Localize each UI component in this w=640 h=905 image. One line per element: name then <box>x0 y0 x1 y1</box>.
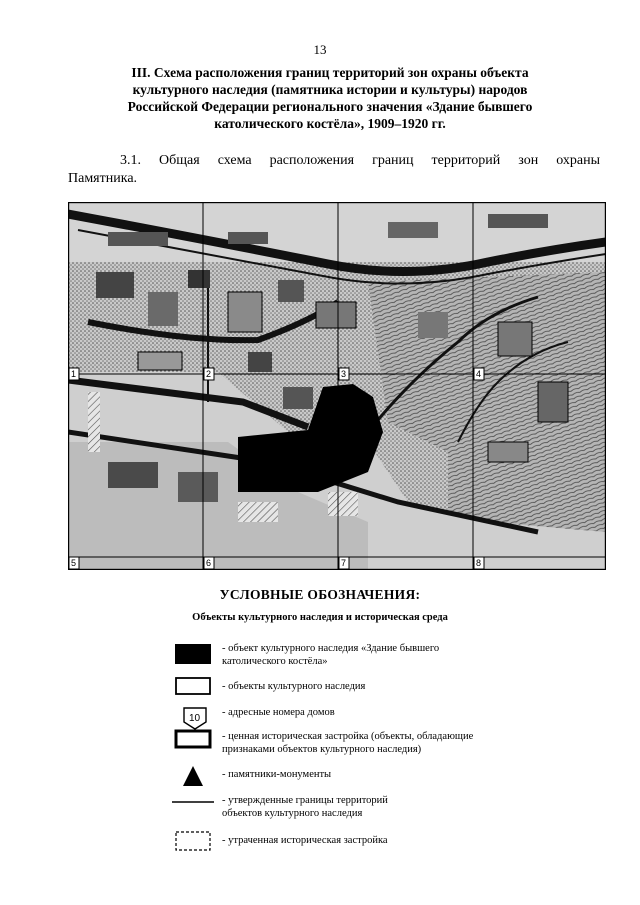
legend-item-valuable-buildings <box>0 728 640 768</box>
thick-outlined-rect-icon <box>172 728 216 760</box>
legend-item-text: - объекты культурного наследия <box>222 681 366 692</box>
legend-item-heritage-object <box>0 640 640 680</box>
page-number: 13 <box>313 42 327 57</box>
section-title-line: культурного наследия (памятника истории и культуры) народов <box>132 82 528 97</box>
legend-subtitle: Объекты культурного наследия и историческая среда <box>192 612 448 623</box>
dashed-rect-icon <box>172 830 216 862</box>
legend-item-text: - утраченная историческая застройка <box>222 835 388 846</box>
intro-paragraph <box>68 152 600 188</box>
legend-item-text: - ценная историческая застройка (объекты, обладающие признаками объектов культурного наследия) <box>222 731 474 755</box>
grid-label: 3 <box>341 369 347 379</box>
section-title-line: III. Схема расположения границ территорий зон охраны объекта <box>131 65 529 80</box>
grid-label: 2 <box>206 369 212 379</box>
section-title-line: католического костёла», 1909–1920 гг. <box>214 116 446 131</box>
black-rect-icon <box>172 640 216 672</box>
paragraph-line: 3.1. Общая схема расположения границ территорий зон охраны <box>120 153 600 168</box>
section-title <box>80 64 580 132</box>
legend-item-text: - объект культурного наследия «Здание бывшего католического костёла» <box>222 643 440 667</box>
site-map <box>68 202 606 570</box>
grid-label: 8 <box>476 558 482 568</box>
line-icon <box>172 794 216 826</box>
legend-item-approved-boundaries <box>0 794 640 834</box>
legend-title: УСЛОВНЫЕ ОБОЗНАЧЕНИЯ: <box>219 587 421 602</box>
legend-item-text: - утвержденные границы территорий объектов культурного наследия <box>222 795 388 819</box>
paragraph-line: Памятника. <box>68 171 138 186</box>
grid-label: 4 <box>476 369 482 379</box>
house-number-badge: 10 <box>189 713 201 724</box>
section-title-line: Российской Федерации регионального значения «Здание бывшего <box>127 99 533 114</box>
legend-item-lost-buildings <box>0 830 640 870</box>
legend-item-text: - памятники-монументы <box>222 769 332 780</box>
triangle-icon <box>172 764 216 796</box>
grid-label: 1 <box>71 369 77 379</box>
grid-label: 5 <box>71 558 77 568</box>
legend-item-text: - адресные номера домов <box>222 707 335 718</box>
grid-label: 7 <box>341 558 347 568</box>
grid-label: 6 <box>206 558 212 568</box>
